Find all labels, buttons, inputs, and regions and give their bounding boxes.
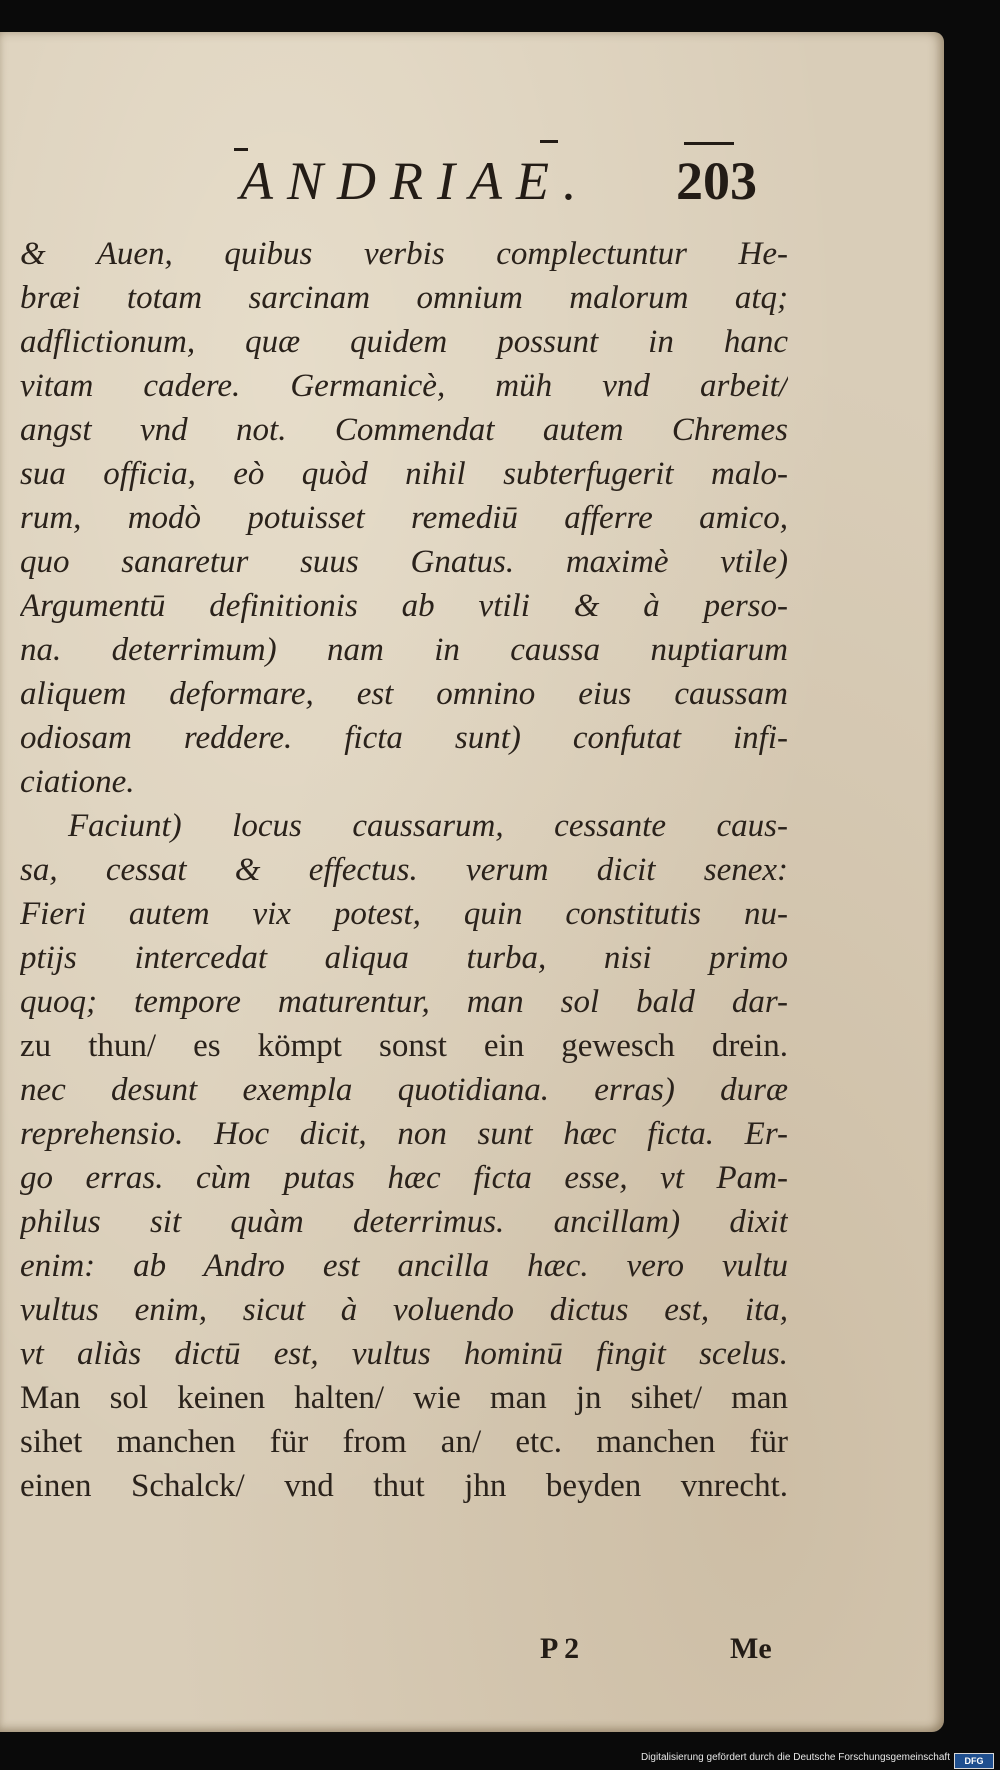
running-title: ANDRIAE.	[240, 151, 591, 211]
text-line: rum, modò potuisset remediū afferre amico,	[20, 500, 788, 536]
text-line: adflictionum, quæ quidem possunt in hanc	[20, 324, 788, 360]
text-line: quoq; tempore maturentur, man sol bald dar-	[20, 984, 788, 1020]
text-line: angst vnd not. Commendat autem Chremes	[20, 412, 788, 448]
text-line: vt aliàs dictū est, vultus hominū fingit scelus.	[20, 1336, 788, 1372]
page-header	[0, 124, 944, 214]
text-line: go erras. cùm putas hæc ficta esse, vt Pam-	[20, 1160, 788, 1196]
text-line: einen Schalck/ vnd thut jhn beyden vnrecht.	[20, 1468, 788, 1504]
text-line: nec desunt exempla quotidiana. erras) duræ	[20, 1072, 788, 1108]
dfg-logo-icon: DFG	[954, 1753, 994, 1769]
header-rule-mid	[540, 140, 558, 143]
header-rule-right	[684, 142, 734, 145]
text-line: Fieri autem vix potest, quin constitutis nu-	[20, 896, 788, 932]
page-number: 203	[676, 151, 757, 211]
text-line: sihet manchen für from an/ etc. manchen für	[20, 1424, 788, 1460]
text-line: ptijs intercedat aliqua turba, nisi primo	[20, 940, 788, 976]
attribution-bar	[0, 1750, 1000, 1770]
catchword: Me	[730, 1632, 772, 1665]
text-line: vitam cadere. Germanicè, müh vnd arbeit/	[20, 368, 788, 404]
page-footer	[0, 1632, 944, 1672]
text-line: philus sit quàm deterrimus. ancillam) dixit	[20, 1204, 788, 1240]
text-line: enim: ab Andro est ancilla hæc. vero vultu	[20, 1248, 788, 1284]
text-line: na. deterrimum) nam in caussa nuptiarum	[20, 632, 788, 668]
text-line: sua officia, eò quòd nihil subterfugerit malo-	[20, 456, 788, 492]
signature-mark: P 2	[540, 1632, 580, 1665]
text-line: ciatione.	[20, 764, 135, 800]
text-line: vultus enim, sicut à voluendo dictus est, ita,	[20, 1292, 788, 1328]
book-page	[0, 32, 944, 1732]
text-line: reprehensio. Hoc dicit, non sunt hæc ficta. Er-	[20, 1116, 788, 1152]
text-line: Argumentū definitionis ab vtili & à perso-	[20, 588, 788, 624]
text-line: & Auen, quibus verbis complectuntur He-	[20, 236, 788, 272]
text-line: aliquem deformare, est omnino eius caussam	[20, 676, 788, 712]
attribution-text: Digitalisierung gefördert durch die Deutsche Forschungsgemeinschaft	[640, 1752, 950, 1763]
text-line: Man sol keinen halten/ wie man jn sihet/ man	[20, 1380, 788, 1416]
text-line: Faciunt) locus caussarum, cessante caus-	[68, 808, 788, 844]
text-line: bræi totam sarcinam omnium malorum atq;	[20, 280, 788, 316]
body-text	[20, 232, 788, 1508]
text-line: quo sanaretur suus Gnatus. maximè vtile)	[20, 544, 788, 580]
text-line: odiosam reddere. ficta sunt) confutat infi-	[20, 720, 788, 756]
text-line: zu thun/ es kömpt sonst ein gewesch drein.	[20, 1028, 788, 1064]
text-line: sa, cessat & effectus. verum dicit senex:	[20, 852, 788, 888]
